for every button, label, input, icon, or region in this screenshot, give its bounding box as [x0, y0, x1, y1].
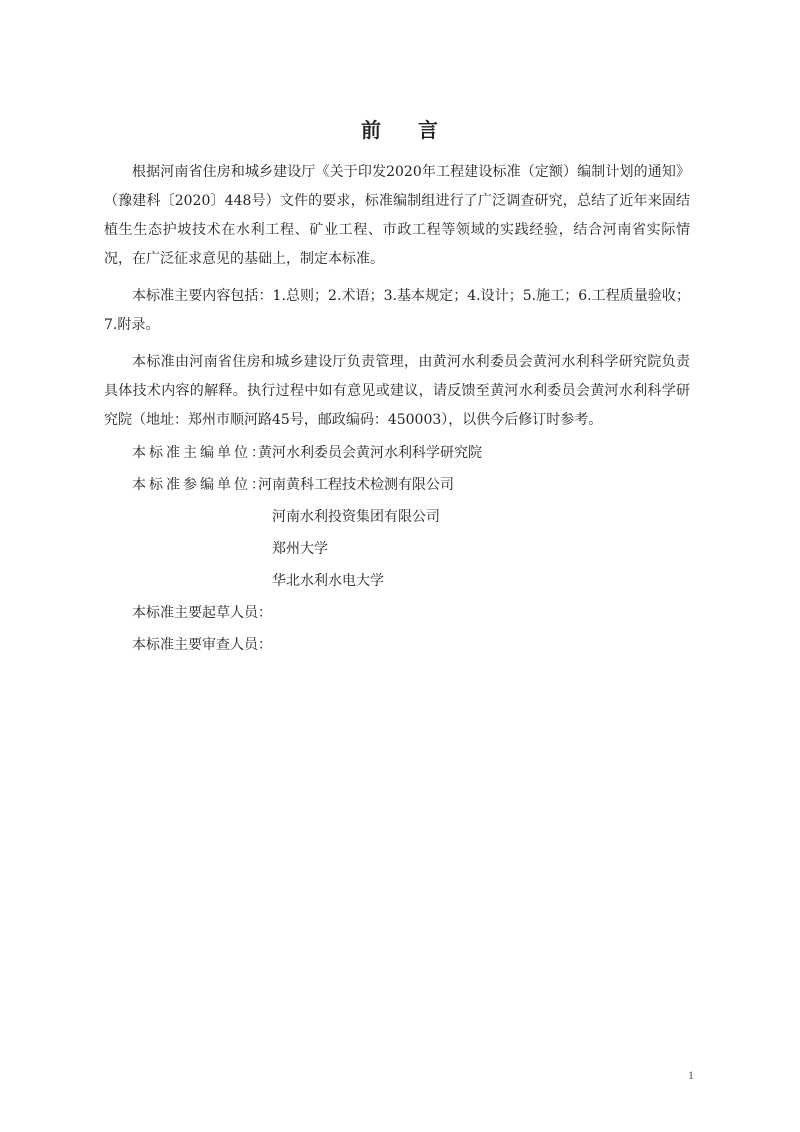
paragraph-management: 本标准由河南省住房和城乡建设厅负责管理，由黄河水利委员会黄河水利科学研究院负责具体技术内容的解释。执行过程中如有意见或建议，请反馈至黄河水利委员会黄河水利科学研究院（地址：郑州市顺河路45号，邮政编码：450003），以供今后修订时参考。: [104, 354, 690, 428]
chief-unit-row: [104, 437, 690, 469]
chief-unit-label: 本标准主编单位：: [132, 445, 268, 461]
participating-unit-item: 河南水利投资集团有限公司: [272, 509, 440, 525]
paragraph-basis: 根据河南省住房和城乡建设厅《关于印发2020年工程建设标准（定额）编制计划的通知》（豫建科〔2020〕448号）文件的要求，标准编制组进行了广泛调查研究，总结了近年来固结植生生态护坡技术在水利工程、矿业工程、市政工程等领域的实践经验，结合河南省实际情况，在广泛征求意见的基础上，制定本标准。: [104, 164, 690, 267]
page-title: [0, 116, 800, 144]
participating-unit-list: [104, 501, 690, 597]
participating-unit-item: 华北水利水电大学: [272, 573, 384, 589]
units-section: [104, 437, 690, 661]
reviewers-label: 本标准主要审查人员：: [132, 637, 272, 653]
title-char-1: 前: [361, 118, 382, 142]
drafters-label: 本标准主要起草人员：: [132, 605, 272, 621]
title-char-2: 言: [418, 118, 439, 142]
participating-unit-first: 河南黄科工程技术检测有限公司: [258, 477, 454, 493]
participating-unit-item: 郑州大学: [272, 541, 328, 557]
participating-unit-row: [104, 469, 690, 501]
participating-unit-label: 本标准参编单位：: [132, 477, 268, 493]
document-body: [104, 158, 690, 661]
paragraph-contents: 本标准主要内容包括：1.总则；2.术语；3.基本规定；4.设计；5.施工；6.工程质量验收；7.附录。: [104, 288, 690, 333]
chief-unit-value: 黄河水利委员会黄河水利科学研究院: [258, 445, 482, 461]
page-number: 1: [688, 1068, 694, 1082]
